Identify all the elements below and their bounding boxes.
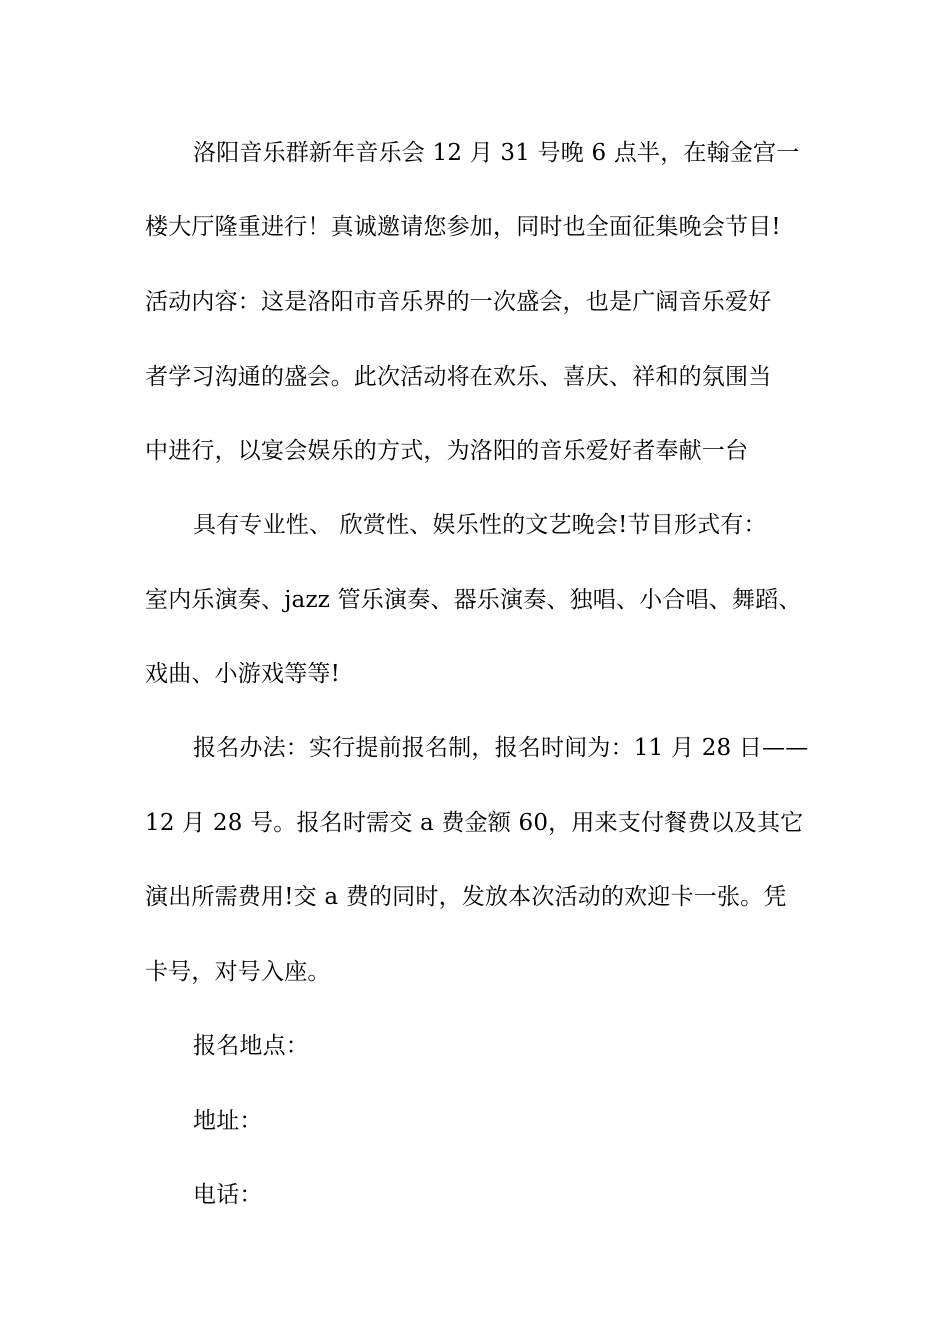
registration-location-label: 报名地点： (193, 1033, 309, 1059)
paragraph-line-10: 12 月 28 号。报名时需交 a 费金额 60，用来支付餐费以及其它 (145, 810, 804, 836)
paragraph-line-6: 具有专业性、 欣赏性、娱乐性的文艺晚会!节目形式有： (193, 512, 767, 538)
paragraph-line-4: 者学习沟通的盛会。此次活动将在欢乐、喜庆、祥和的氛围当 (145, 364, 772, 390)
paragraph-line-1: 洛阳音乐群新年音乐会 12 月 31 号晚 6 点半，在翰金宫一 (193, 140, 800, 166)
paragraph-line-9: 报名办法：实行提前报名制，报名时间为：11 月 28 日—— (193, 735, 809, 761)
paragraph-line-7: 室内乐演奏、jazz 管乐演奏、器乐演奏、独唱、小合唱、舞蹈、 (145, 587, 802, 613)
paragraph-line-3: 活动内容：这是洛阳市音乐界的一次盛会，也是广阔音乐爱好 (145, 289, 772, 315)
paragraph-line-2: 楼大厅隆重进行！真诚邀请您参加，同时也全面征集晚会节目! (145, 214, 781, 240)
paragraph-line-8: 戏曲、小游戏等等! (145, 661, 341, 687)
paragraph-line-12: 卡号，对号入座。 (145, 959, 331, 985)
paragraph-line-11: 演出所需费用!交 a 费的同时，发放本次活动的欢迎卡一张。凭 (145, 884, 787, 910)
address-label: 地址： (193, 1108, 263, 1134)
phone-label: 电话： (193, 1182, 263, 1208)
paragraph-line-5: 中进行，以宴会娱乐的方式，为洛阳的音乐爱好者奉献一台 (145, 438, 749, 464)
